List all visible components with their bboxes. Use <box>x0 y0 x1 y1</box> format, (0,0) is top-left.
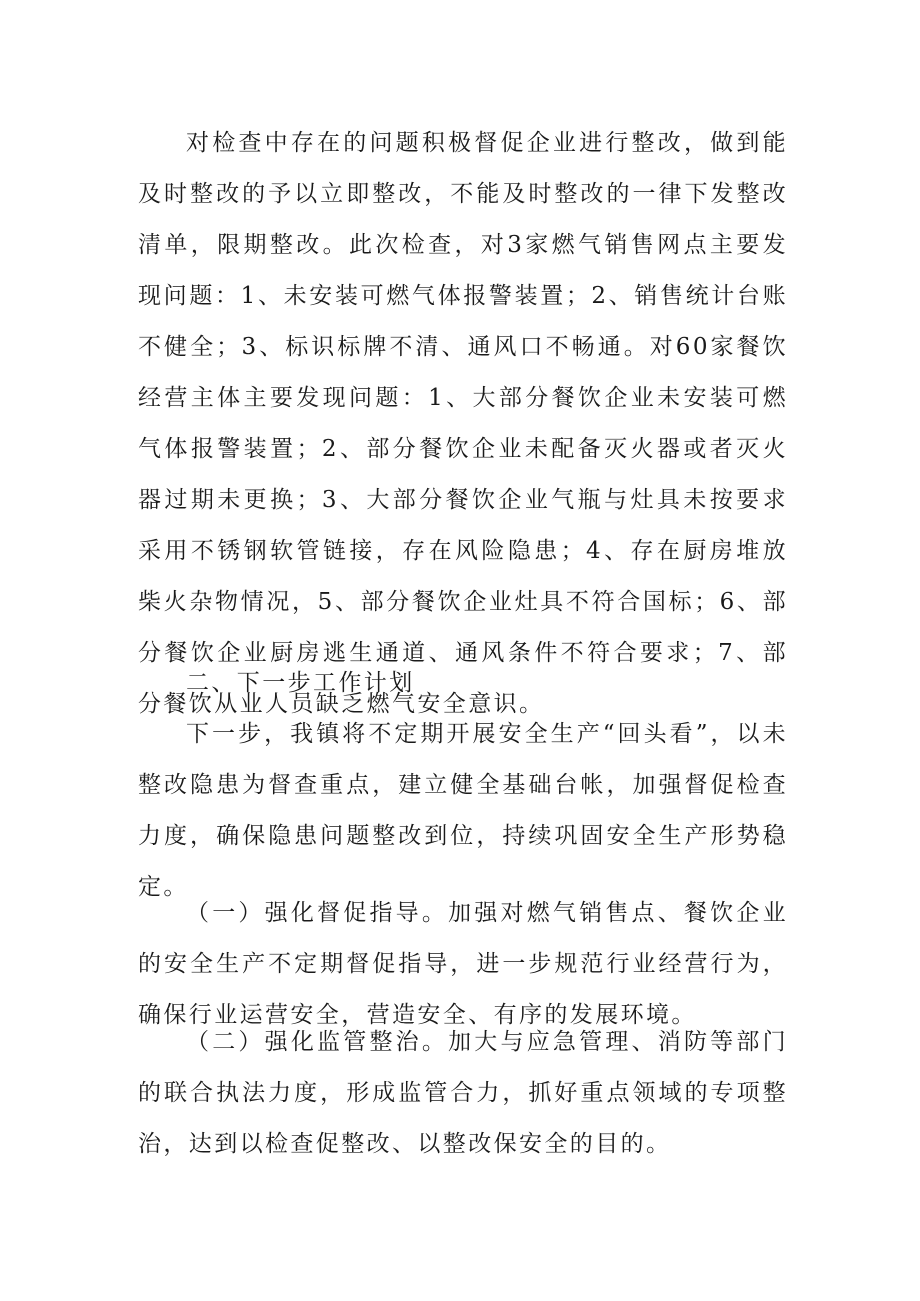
paragraph-inspection-findings: 对检查中存在的问题积极督促企业进行整改，做到能及时整改的予以立即整改，不能及时整改的一律下发整改清单，限期整改。此次检查，对3家燃气销售网点主要发现问题：1、未安装可燃气体报警装置；2、销售统计台账不健全；3、标识标牌不清、通风口不畅通。对60家餐饮经营主体主要发现问题：1、大部分餐饮企业未安装可燃气体报警装置；2、部分餐饮企业未配备灭火器或者灭火器过期未更换；3、大部分餐饮企业气瓶与灶具未按要求采用不锈钢软管链接，存在风险隐患；4、存在厨房堆放柴火杂物情况，5、部分餐饮企业灶具不符合国标；6、部分餐饮企业厨房逃生通道、通风条件不符合要求；7、部分餐饮从业人员缺乏燃气安全意识。 <box>138 130 788 717</box>
body-text-block-1 <box>138 118 788 730</box>
body-text-block-4 <box>138 1017 788 1170</box>
paragraph-strengthen-guidance: （一）强化督促指导。加强对燃气销售点、餐饮企业的安全生产不定期督促指导，进一步规范行业经营行为，确保行业运营安全，营造安全、有序的发展环境。 <box>138 900 788 1028</box>
section-heading-next-steps: 二、下一步工作计划 <box>186 670 415 696</box>
paragraph-next-step-plan: 下一步，我镇将不定期开展安全生产“回头看”，以未整改隐患为督查重点，建立健全基础台帐，加强督促检查力度，确保隐患问题整改到位，持续巩固安全生产形势稳定。 <box>138 721 788 900</box>
body-text-block-2 <box>138 709 788 913</box>
paragraph-strengthen-supervision: （二）强化监管整治。加大与应急管理、消防等部门的联合执法力度，形成监管合力，抓好重点领域的专项整治，达到以检查促整改、以整改保安全的目的。 <box>138 1029 788 1157</box>
